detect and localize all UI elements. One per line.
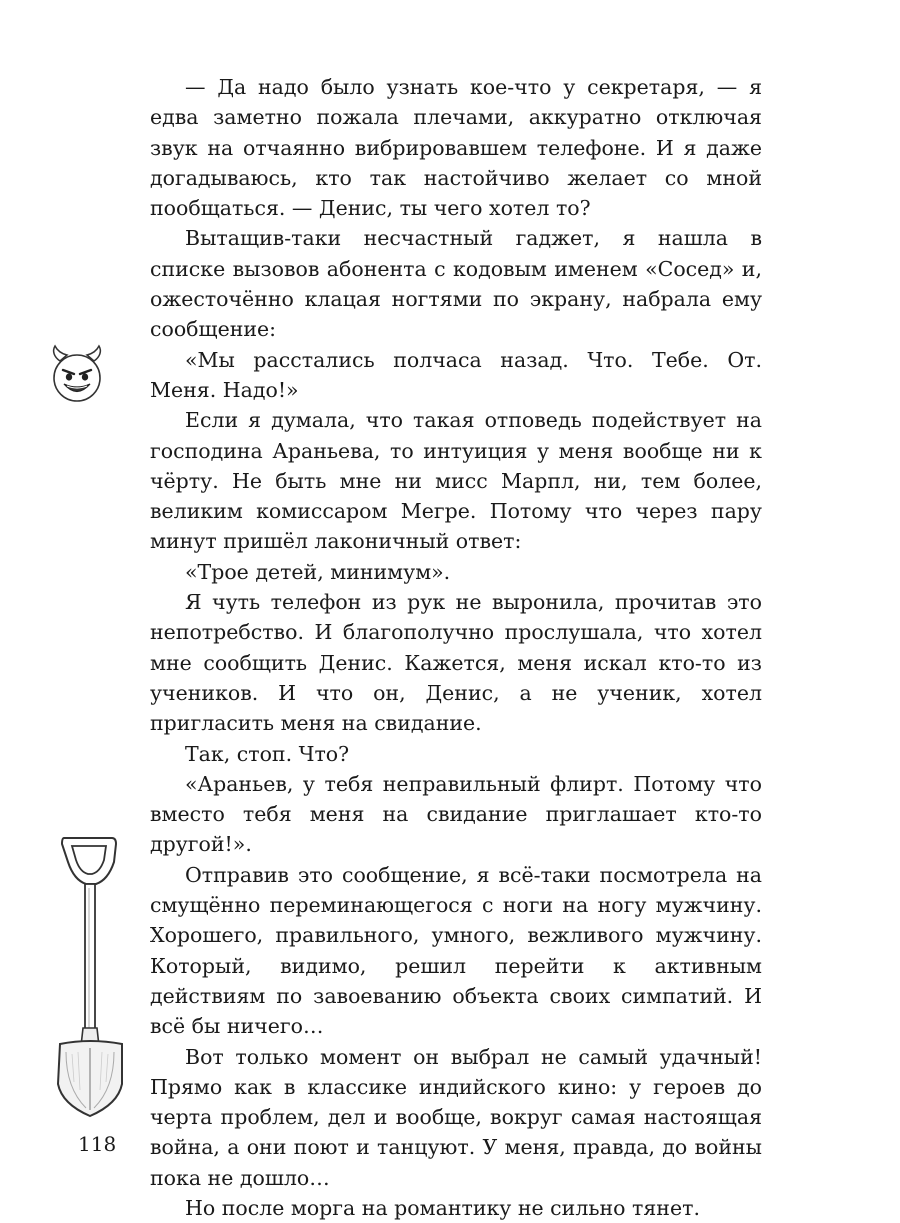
- paragraph: Отправив это сообщение, я всё-таки посмотрела на смущённо переминающегося с ноги на ногу мужчину. Хорошего, правильного, умного, вежливого мужчину. Который, видимо, решил перейти к активным действиям по завоеванию объекта своих симпатий. И всё бы ничего…: [150, 862, 762, 1039]
- paragraph: Если я думала, что такая отповедь подействует на господина Араньева, то интуиция у меня вообще ни к чёрту. Не быть мне ни мисс Марпл, ни, тем более, великим комиссаром Мегре. Потому что через пару минут пришёл лаконичный ответ:: [150, 408, 762, 554]
- paragraph: Вытащив-таки несчастный гаджет, я нашла в списке вызовов абонента с кодовым именем «Сосед» и, ожесточённо клацая ногтями по экрану, набрала ему сообщение:: [150, 226, 762, 342]
- paragraph: Вот только момент он выбрал не самый удачный! Прямо как в классике индийского кино: у героев до черта проблем, дел и вообще, вокруг самая настоящая война, а они поют и танцуют. У меня, правда, до войны пока не дошло…: [150, 1044, 762, 1190]
- page-number: 118: [78, 1132, 117, 1156]
- paragraph: — Да надо было узнать кое-что у секретаря, — я едва заметно пожала плечами, аккуратно отключая звук на отчаянно вибрировавшем телефоне. И я даже догадываюсь, кто так настойчиво желает со мной пообщаться. — Денис, ты чего хотел то?: [150, 75, 762, 221]
- shovel-icon: [50, 832, 132, 1122]
- paragraph: «Мы расстались полчаса назад. Что. Тебе. От. Меня. Надо!»: [150, 347, 762, 402]
- text-body: [150, 72, 762, 1223]
- paragraph: «Трое детей, минимум».: [185, 559, 451, 584]
- paragraph: «Араньев, у тебя неправильный флирт. Потому что вместо тебя меня на свидание приглашает кто-то другой!».: [150, 771, 762, 857]
- paragraph: Я чуть телефон из рук не выронила, прочитав это непотребство. И благополучно прослушала, что хотел мне сообщить Денис. Кажется, меня искал кто-то из учеников. И что он, Денис, а не ученик, хотел пригласить меня на свидание.: [150, 590, 762, 736]
- paragraph: Но после морга на романтику не сильно тянет.: [185, 1195, 700, 1220]
- paragraph: Так, стоп. Что?: [185, 741, 350, 766]
- devil-emoji-icon: [46, 343, 108, 405]
